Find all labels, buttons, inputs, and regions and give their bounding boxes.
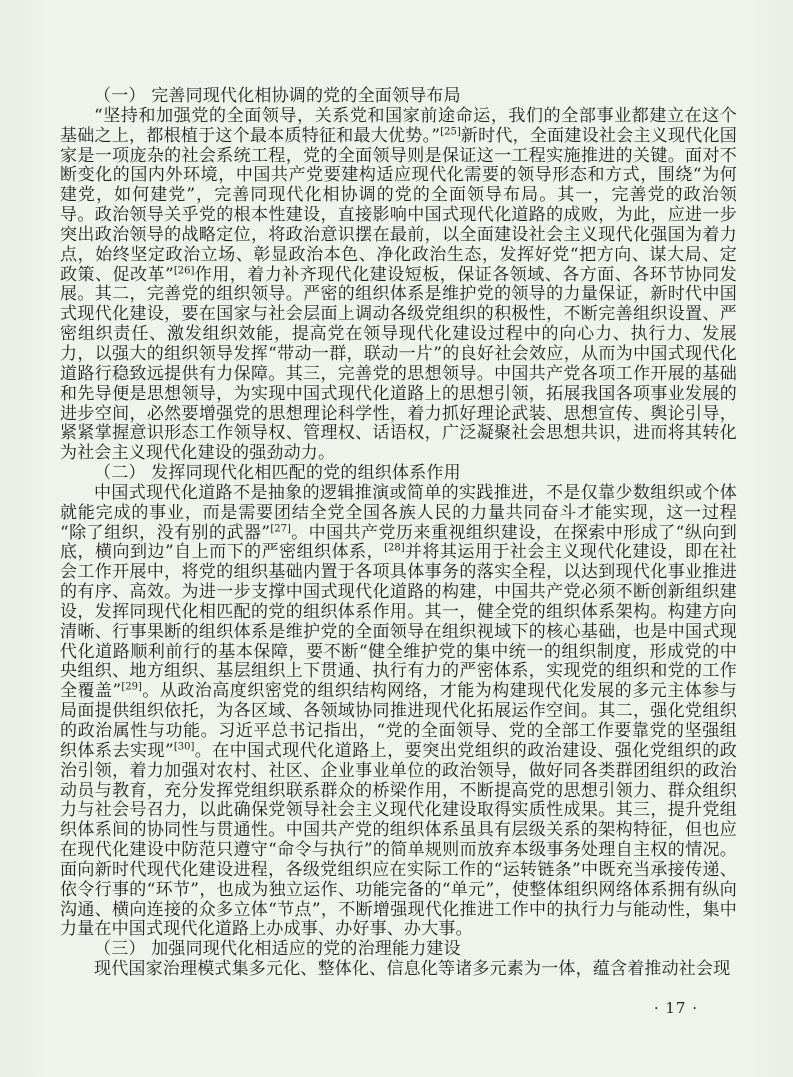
citation-marker: [26]	[173, 264, 195, 276]
document-body	[60, 87, 737, 980]
page-number: · 17 ·	[653, 999, 698, 1017]
section-3-heading: （三） 加强同现代化相适应的党的治理能力建设	[94, 939, 461, 960]
citation-marker: [30]	[173, 741, 195, 753]
section-1-heading: （一） 完善同现代化相协调的党的全面领导布局	[94, 86, 461, 106]
section-1-paragraph: “坚持和加强党的全面领导，关系党和国家前途命运，我们的全部事业都建立在这个基础之上，都根植于这个最本质特征和最大优势。”[25]新时代，全面建设社会主义现代化国家是一项庞杂的社会系统工程，党的全面领导则是保证这一工程实施推进的关键。面对不断变化的国内外环境，中国共产党要建构适应现代化需要的领导形态和方式，围绕“为何建党，如何建党”，完善同现代化相协调的党的全面领导布局。其一，完善党的政治领导。政治领导关乎党的根本性建设，直接影响中国式现代化道路的成败，为此，应进一步突出政治领导的战略定位，将政治意识摆在最前，以全面建设社会主义现代化强国为着力点，始终坚定政治立场、彰显政治本色、净化政治生态，发挥好党“把方向、谋大局、定政策、促改革”[26]作用，着力补齐现代化建设短板，保证各领域、各方面、各环节协同发展。其二，完善党的组织领导。严密的组织体系是维护党的领导的力量保证，新时代中国式现代化建设，要在国家与社会层面上调动各级党组织的积极性，不断完善组织设置、严密组织责任、激发组织效能，提高党在领导现代化建设过程中的向心力、执行力、发展力，以强大的组织领导发挥“带动一群，联动一片”的良好社会效应，从而为中国式现代化道路行稳致远提供有力保障。其三，完善党的思想领导。中国共产党各项工作开展的基础和先导便是思想领导，为实现中国式现代化道路上的思想引领，拓展我国各项事业发展的进步空间，必然要增强党的思想理论科学性，着力抓好理论武装、思想宣传、舆论引导，紧紧掌握意识形态工作领导权、管理权、话语权，广泛凝聚社会思想共识，进而将其转化为社会主义现代化建设的强劲动力。	[60, 105, 738, 464]
section-2-heading: （二） 发挥同现代化相匹配的党的组织体系作用	[94, 463, 461, 484]
citation-marker: [27]	[270, 522, 291, 534]
section-3-paragraph: 现代国家治理模式集多元化、整体化、信息化等诸多元素为一体，蕴含着推动社会现	[94, 959, 731, 980]
citation-marker: [25]	[440, 126, 461, 138]
citation-marker: [28]	[384, 542, 405, 554]
section-2-paragraph: 中国式现代化道路不是抽象的逻辑推演或简单的实践推进，不是仅靠少数组织或个体就能完成的事业，而是需要团结全党全国各族人民的力量共同奋斗才能实现，这一过程“除了组织，没有别的武器”[27]。中国共产党历来重视组织建设，在探索中形成了“纵向到底，横向到边”自上而下的严密组织体系，[28]并将其运用于社会主义现代化建设，即在社会工作开展中，将党的组织基础内置于各项具体事务的落实全程，以达到现代化事业推进的有序、高效。为进一步支撑中国式现代化道路的构建，中国共产党必须不断创新组织建设，发挥同现代化相匹配的党的组织体系作用。其一，健全党的组织体系架构。构建方向清晰、行事果断的组织体系是维护党的全面领导在组织视域下的核心基础，也是中国式现代化道路顺利前行的基本保障，要不断“健全维护党的集中统一的组织制度，形成党的中央组织、地方组织、基层组织上下贯通、执行有力的严密体系，实现党的组织和党的工作全覆盖”[29]。从政治高度织密党的组织结构网络，才能为构建现代化发展的多元主体参与局面提供组织依托，为各区域、各领域协同推进现代化拓展运作空间。其二，强化党组织的政治属性与功能。习近平总书记指出，“党的全面领导、党的全部工作要靠党的坚强组织体系去实现”[30]。在中国式现代化道路上，要突出党组织的政治建设、强化党组织的政治引领，着力加强对农村、社区、企业事业单位的政治领导，做好同各类群团组织的政治动员与教育，充分发挥党组织联系群众的桥梁作用，不断提高党的思想引领力、群众组织力与社会号召力，以此确保党领导社会主义现代化建设取得实质性成果。其三，提升党组织体系间的协同性与贯通性。中国共产党的组织体系虽具有层级关系的架构特征，但也应在现代化建设中防范只遵守“命令与执行”的简单规则而放弃本级事务处理自主权的情况。面向新时代现代化建设进程，各级党组织应在实际工作的“运转链条”中既充当承接传递、依令行事的“环节”，也成为独立运作、功能完备的“单元”，使整体组织网络体系拥有纵向沟通、横向连接的众多立体“节点”，不断增强现代化推进工作中的执行力与能动性，集中力量在中国式现代化道路上办成事、办好事、办大事。	[60, 482, 737, 940]
citation-marker: [29]	[121, 681, 142, 693]
